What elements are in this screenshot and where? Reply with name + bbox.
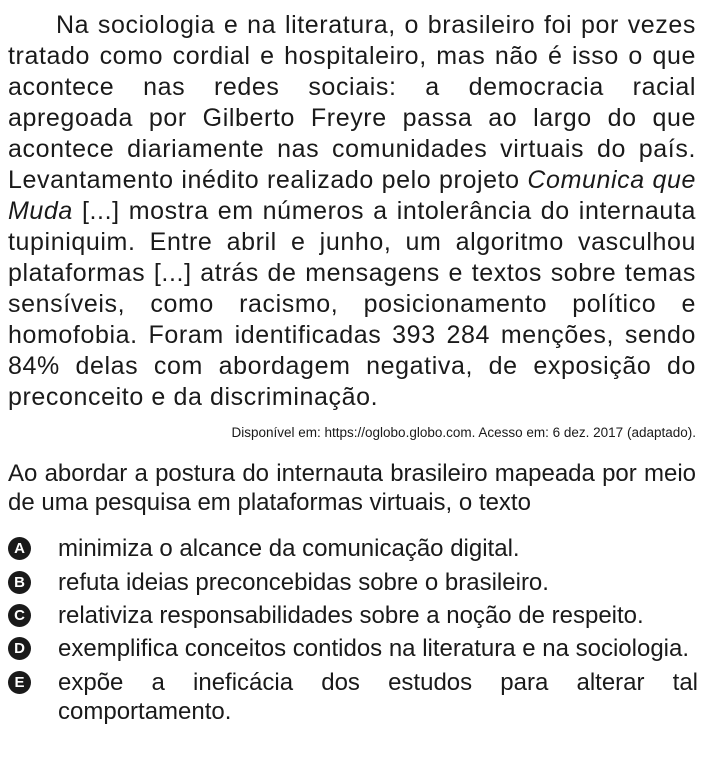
option-d-text: exemplifica conceitos contidos na literatura e na sociologia. bbox=[58, 635, 690, 662]
option-d-letter-badge: D bbox=[8, 637, 31, 660]
source-citation: Disponível em: https://oglobo.globo.com. Acesso em: 6 dez. 2017 (adaptado). bbox=[231, 425, 696, 440]
option-c[interactable] bbox=[8, 601, 698, 630]
option-b-text: refuta ideias preconcebidas sobre o brasileiro. bbox=[58, 569, 549, 596]
option-c-letter-badge: C bbox=[8, 604, 31, 627]
passage-part-1: Na sociologia e na literatura, o brasileiro foi por vezes tratado como cordial e hospitaleiro, mas não é isso o que acontece nas redes sociais: a democracia racial apregoada por Gilberto Freyre passa ao largo do que acontece diariamente nas comunidades virtuais do país. Levantamento inédito realizado pelo projeto bbox=[8, 11, 696, 194]
option-e[interactable] bbox=[8, 668, 698, 726]
option-b[interactable] bbox=[8, 568, 698, 597]
answer-options bbox=[8, 534, 698, 726]
option-e-letter-badge: E bbox=[8, 671, 31, 694]
option-a[interactable] bbox=[8, 534, 698, 563]
passage-part-2: [...] mostra em números a intolerância do internauta tupiniquim. Entre abril e junho, um algoritmo vasculhou plataformas [...] atrás de mensagens e textos sobre temas sensíveis, como racismo, posicionamento político e homofobia. Foram identificadas 393 284 menções, sendo 84% delas com abordagem negativa, de exposição do preconceito e da discriminação. bbox=[8, 197, 696, 411]
option-a-letter-badge: A bbox=[8, 537, 31, 560]
option-b-letter-badge: B bbox=[8, 571, 31, 594]
option-d[interactable] bbox=[8, 634, 698, 663]
option-c-text: relativiza responsabilidades sobre a noção de respeito. bbox=[58, 602, 644, 629]
option-e-text: expõe a ineficácia dos estudos para alterar tal comportamento. bbox=[58, 669, 698, 725]
option-a-text: minimiza o alcance da comunicação digital. bbox=[58, 535, 520, 562]
passage-text bbox=[8, 10, 696, 413]
project-title: Comunica que Muda bbox=[8, 166, 697, 225]
question-stem: Ao abordar a postura do internauta brasileiro mapeada por meio de uma pesquisa em plataformas virtuais, o texto bbox=[8, 460, 696, 516]
